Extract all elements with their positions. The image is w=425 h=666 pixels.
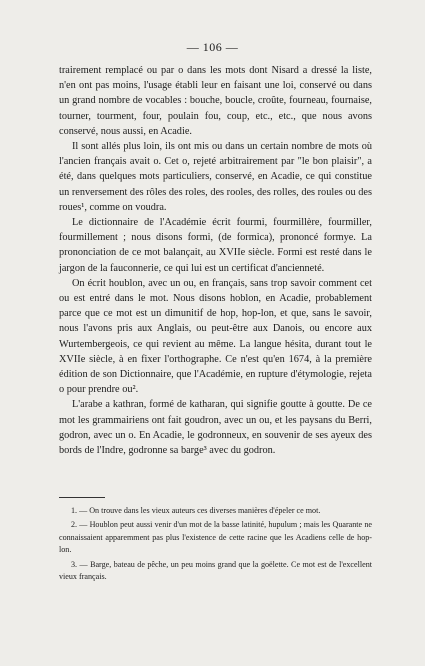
- footnote-separator: [59, 497, 105, 498]
- paragraph: On écrit houblon, avec un ou, en français, sans trop savoir comment cet ou est entré dans le mot. Nous disons hoblon, en Acadie, probablement parce que ce mot est un dimunitif de hop, hop-lon, et que, sans le savoir, nous l'avons pris aux Anglais, ou peut-être aux Danois, ou encore aux Wurtembergeois, ce qui revient au même. La langue hésita, durant tout le XVIIe siècle, à en fixer l'orthographe. Ce n'est qu'en 1674, à la première édition de son Dictionnaire, que l'Académie, en rupture d'étymologie, rejeta o pour prendre ou².: [59, 277, 372, 396]
- footnote: 2. — Houblon peut aussi venir d'un mot de la basse latinité, hupulum ; mais les Quarante ne connaissaient apparemment pas plus l'existence de cette racine que les Acadiens celle de hop-lon.: [59, 520, 372, 555]
- page-number: — 106 —: [186, 40, 239, 54]
- paragraph: Il sont allés plus loin, ils ont mis ou dans un certain nombre de mots où l'ancien français avait o. Cet o, rejeté arbitrairement par "le bon plaisir", a été, dans quelques mots particuliers, conservé, en Acadie, ce qui constitue un renversement des rôles des roles, des rooles, des rolles, des roules ou des roues¹, comme on voudra.: [59, 141, 372, 213]
- main-text: [59, 63, 372, 458]
- paragraph: trairement remplacé ou par o dans les mots dont Nisard a dressé la liste, n'en ont pas moins, l'usage établi leur en faisant une loi, conservé ou dans un grand nombre de vocables : bouche, boucle, croûte, fourneau, fournaise, tourner, tourment, four, poulain fou, coup, etc., etc., que nous avons conservé, nous aussi, en Acadie.: [59, 65, 372, 137]
- footnote: 1. — On trouve dans les vieux auteurs ces diverses manières d'épeler ce mot.: [71, 506, 321, 515]
- footnotes: [59, 505, 372, 585]
- paragraph: L'arabe a kathran, formé de katharan, qui signifie goutte à goutte. De ce mot les grammairiens ont fait goudron, avec un ou, et les paysans du Berri, godron, avec un o. En Acadie, le godronneux, en souvenir de ses ayeux des bords de l'Indre, godronne sa barge³ avec du godron.: [59, 399, 372, 457]
- footnote: 3. — Barge, bateau de pêche, un peu moins grand que la goëlette. Ce mot est de l'excellent vieux français.: [59, 559, 372, 582]
- paragraph: Le dictionnaire de l'Académie écrit fourmi, fourmillère, fourmiller, fourmillement ; nous disons formi, (de formica), prononcé formye. La prononciation de ce mot balançait, au XVIIe siècle. Formi est resté dans le jargon de la fauconnerie, ce qui lui est un certificat d'ancienneté.: [59, 217, 372, 274]
